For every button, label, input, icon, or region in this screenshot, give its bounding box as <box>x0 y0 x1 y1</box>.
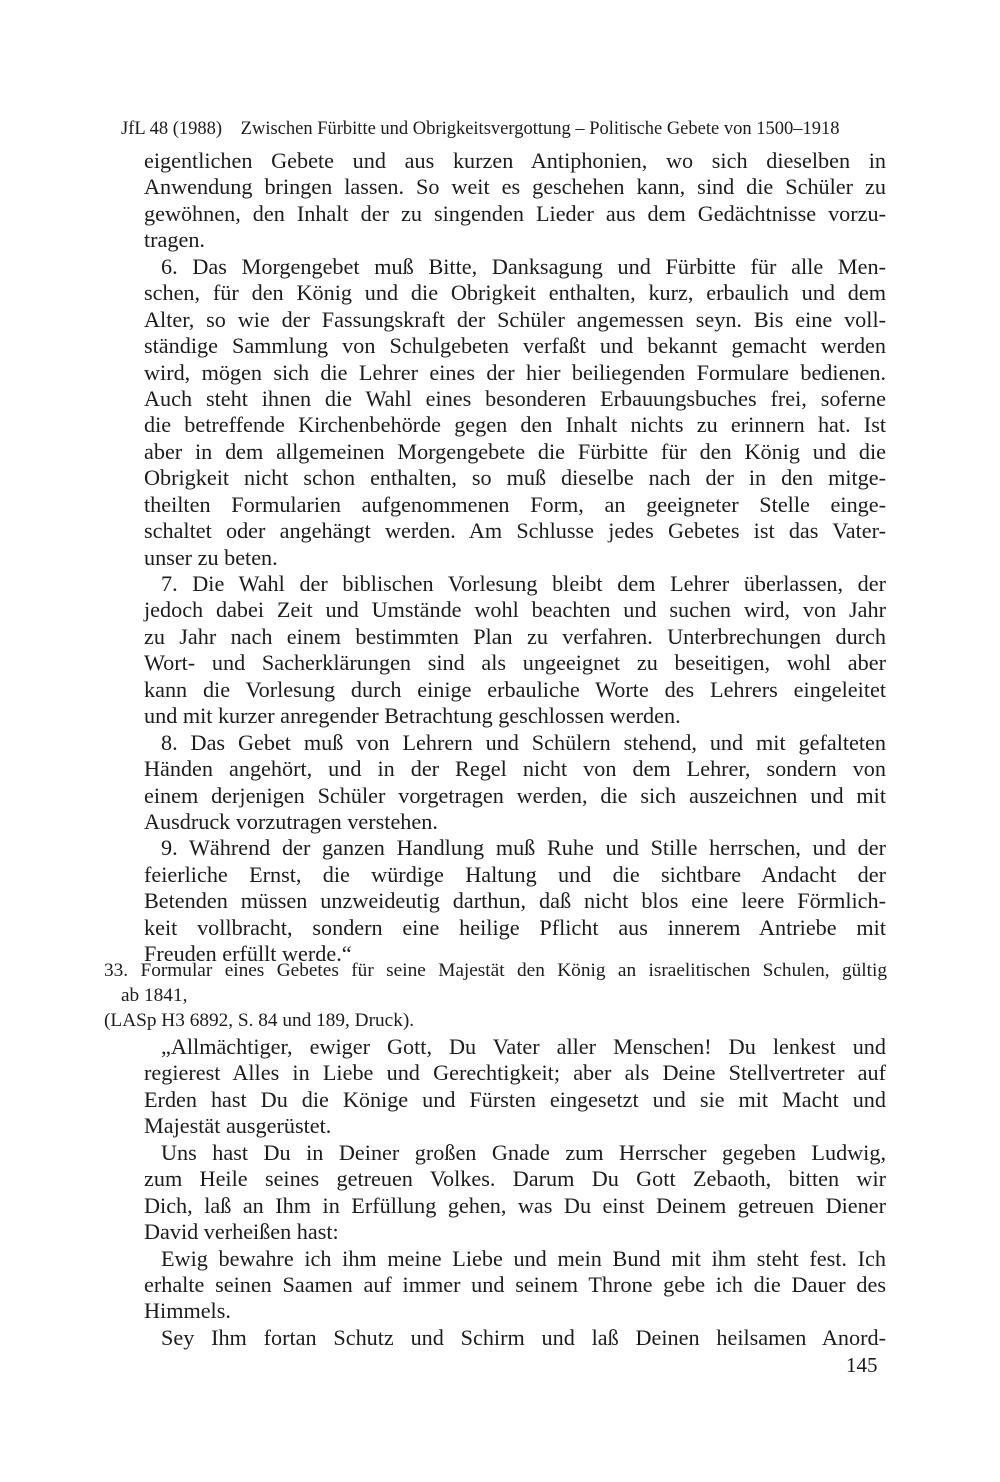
text-line: keit vollbracht, sondern eine heilige Pflicht aus innerem Antriebe mit <box>144 914 886 940</box>
text-line: 8. Das Gebet muß von Lehrern und Schülern stehend, und mit gefalteten <box>161 729 886 755</box>
text-line: einem derjenigen Schüler vorgetragen werden, die sich auszeichnen und mit <box>144 782 886 808</box>
document-heading <box>104 958 887 1033</box>
text-line: eigentlichen Gebete und aus kurzen Antiphonien, wo sich dieselben in <box>144 148 886 173</box>
text-line: jedoch dabei Zeit und Umstände wohl beachten und suchen wird, von Jahr <box>144 597 886 623</box>
prayer-line: Uns hast Du in Deiner großen Gnade zum Herrscher gegeben Ludwig, <box>161 1139 886 1165</box>
text-line: 6. Das Morgengebet muß Bitte, Danksagung und Fürbitte für alle Men- <box>161 253 886 279</box>
prayer-line: „Allmächtiger, ewiger Gott, Du Vater aller Menschen! Du lenkest und <box>161 1034 886 1059</box>
prayer-line: zum Heile seines getreuen Volkes. Darum Du Gott Zebaoth, bitten wir <box>144 1166 886 1192</box>
text-line: Freuden erfüllt werde.“ <box>144 941 352 967</box>
text-line: wird, mögen sich die Lehrer eines der hier beiliegenden Formulare bedienen. <box>144 359 886 385</box>
text-line: Anwendung bringen lassen. So weit es geschehen kann, sind die Schüler zu <box>144 174 886 200</box>
prayer-line: Ewig bewahre ich ihm meine Liebe und mein Bund mit ihm steht fest. Ich <box>161 1245 886 1271</box>
text-line: gewöhnen, den Inhalt der zu singenden Lieder aus dem Gedächtnisse vorzu- <box>144 200 886 226</box>
text-line: 9. Während der ganzen Handlung muß Ruhe und Stille herrschen, und der <box>161 835 886 861</box>
prayer-text <box>144 1034 886 1351</box>
prayer-line: Dich, laß an Ihm in Erfüllung gehen, was Du einst Deinem getreuen Diener <box>144 1192 886 1218</box>
text-line: Ausdruck vorzutragen verstehen. <box>144 808 438 834</box>
prayer-line: Majestät ausgerüstet. <box>144 1113 332 1139</box>
page-number: 145 <box>846 1353 878 1377</box>
text-line: und mit kurzer anregender Betrachtung geschlossen werden. <box>144 703 681 729</box>
prayer-line: Sey Ihm fortan Schutz und Schirm und laß Deinen heilsamen Anord- <box>161 1324 886 1350</box>
text-line: 7. Die Wahl der biblischen Vorlesung bleibt dem Lehrer überlassen, der <box>161 571 886 596</box>
text-line: tragen. <box>144 227 205 253</box>
prayer-line: regierest Alles in Liebe und Gerechtigkeit; aber als Deine Stellvertreter auf <box>144 1060 886 1086</box>
text-line: kann die Vorlesung durch einige erbauliche Worte des Lehrers eingeleitet <box>144 676 886 702</box>
text-line: zu Jahr nach einem bestimmten Plan zu verfahren. Unterbrechungen durch <box>144 623 886 649</box>
text-line: unser zu beten. <box>144 544 278 570</box>
prayer-line: erhalte seinen Saamen auf immer und seinem Throne gebe ich die Dauer des <box>144 1271 886 1297</box>
text-line: theilten Formularien aufgenommenen Form, an geeigneter Stelle einge- <box>144 491 886 517</box>
note-line: ab 1841, <box>121 985 188 1006</box>
text-line: Wort- und Sacherklärungen sind als ungeeignet zu beseitigen, wohl aber <box>144 650 886 676</box>
running-header <box>121 119 881 140</box>
running-title: Zwischen Fürbitte und Obrigkeitsvergottung – Politische Gebete von 1500–1918 <box>240 119 840 139</box>
body-text <box>144 148 886 968</box>
text-line: die betreffende Kirchenbehörde gegen den Inhalt nichts zu erinnern hat. Ist <box>144 412 886 438</box>
text-line: schaltet oder angehängt werden. Am Schlusse jedes Gebetes ist das Vater- <box>144 518 886 544</box>
text-line: ständige Sammlung von Schulgebeten verfaßt und bekannt gemacht werden <box>144 333 886 359</box>
text-line: feierliche Ernst, die würdige Haltung und die sichtbare Andacht der <box>144 861 886 887</box>
prayer-line: David verheißen hast: <box>144 1219 339 1245</box>
text-line: Händen angehört, und in der Regel nicht von dem Lehrer, sondern von <box>144 756 886 782</box>
journal-reference: JfL 48 (1988) <box>121 119 223 139</box>
text-line: aber in dem allgemeinen Morgengebete die Fürbitte für den König und die <box>144 438 886 464</box>
note-line: 33. Formular eines Gebetes für seine Majestät den König an israelitischen Schulen, gültig <box>104 960 887 981</box>
prayer-line: Himmels. <box>144 1298 231 1324</box>
text-line: schen, für den König und die Obrigkeit enthalten, kurz, erbaulich und dem <box>144 280 886 306</box>
text-line: Alter, so wie der Fassungskraft der Schüler angemessen seyn. Bis eine voll- <box>144 306 886 332</box>
prayer-line: Erden hast Du die Könige und Fürsten eingesetzt und sie mit Macht und <box>144 1086 886 1112</box>
text-line: Auch steht ihnen die Wahl eines besonderen Erbauungsbuches frei, soferne <box>144 385 886 411</box>
note-line: (LASp H3 6892, S. 84 und 189, Druck). <box>104 1010 415 1031</box>
text-line: Obrigkeit nicht schon enthalten, so muß dieselbe nach der in den mitge- <box>144 465 886 491</box>
text-line: Betenden müssen unzweideutig darthun, daß nicht blos eine leere Förmlich- <box>144 888 886 914</box>
